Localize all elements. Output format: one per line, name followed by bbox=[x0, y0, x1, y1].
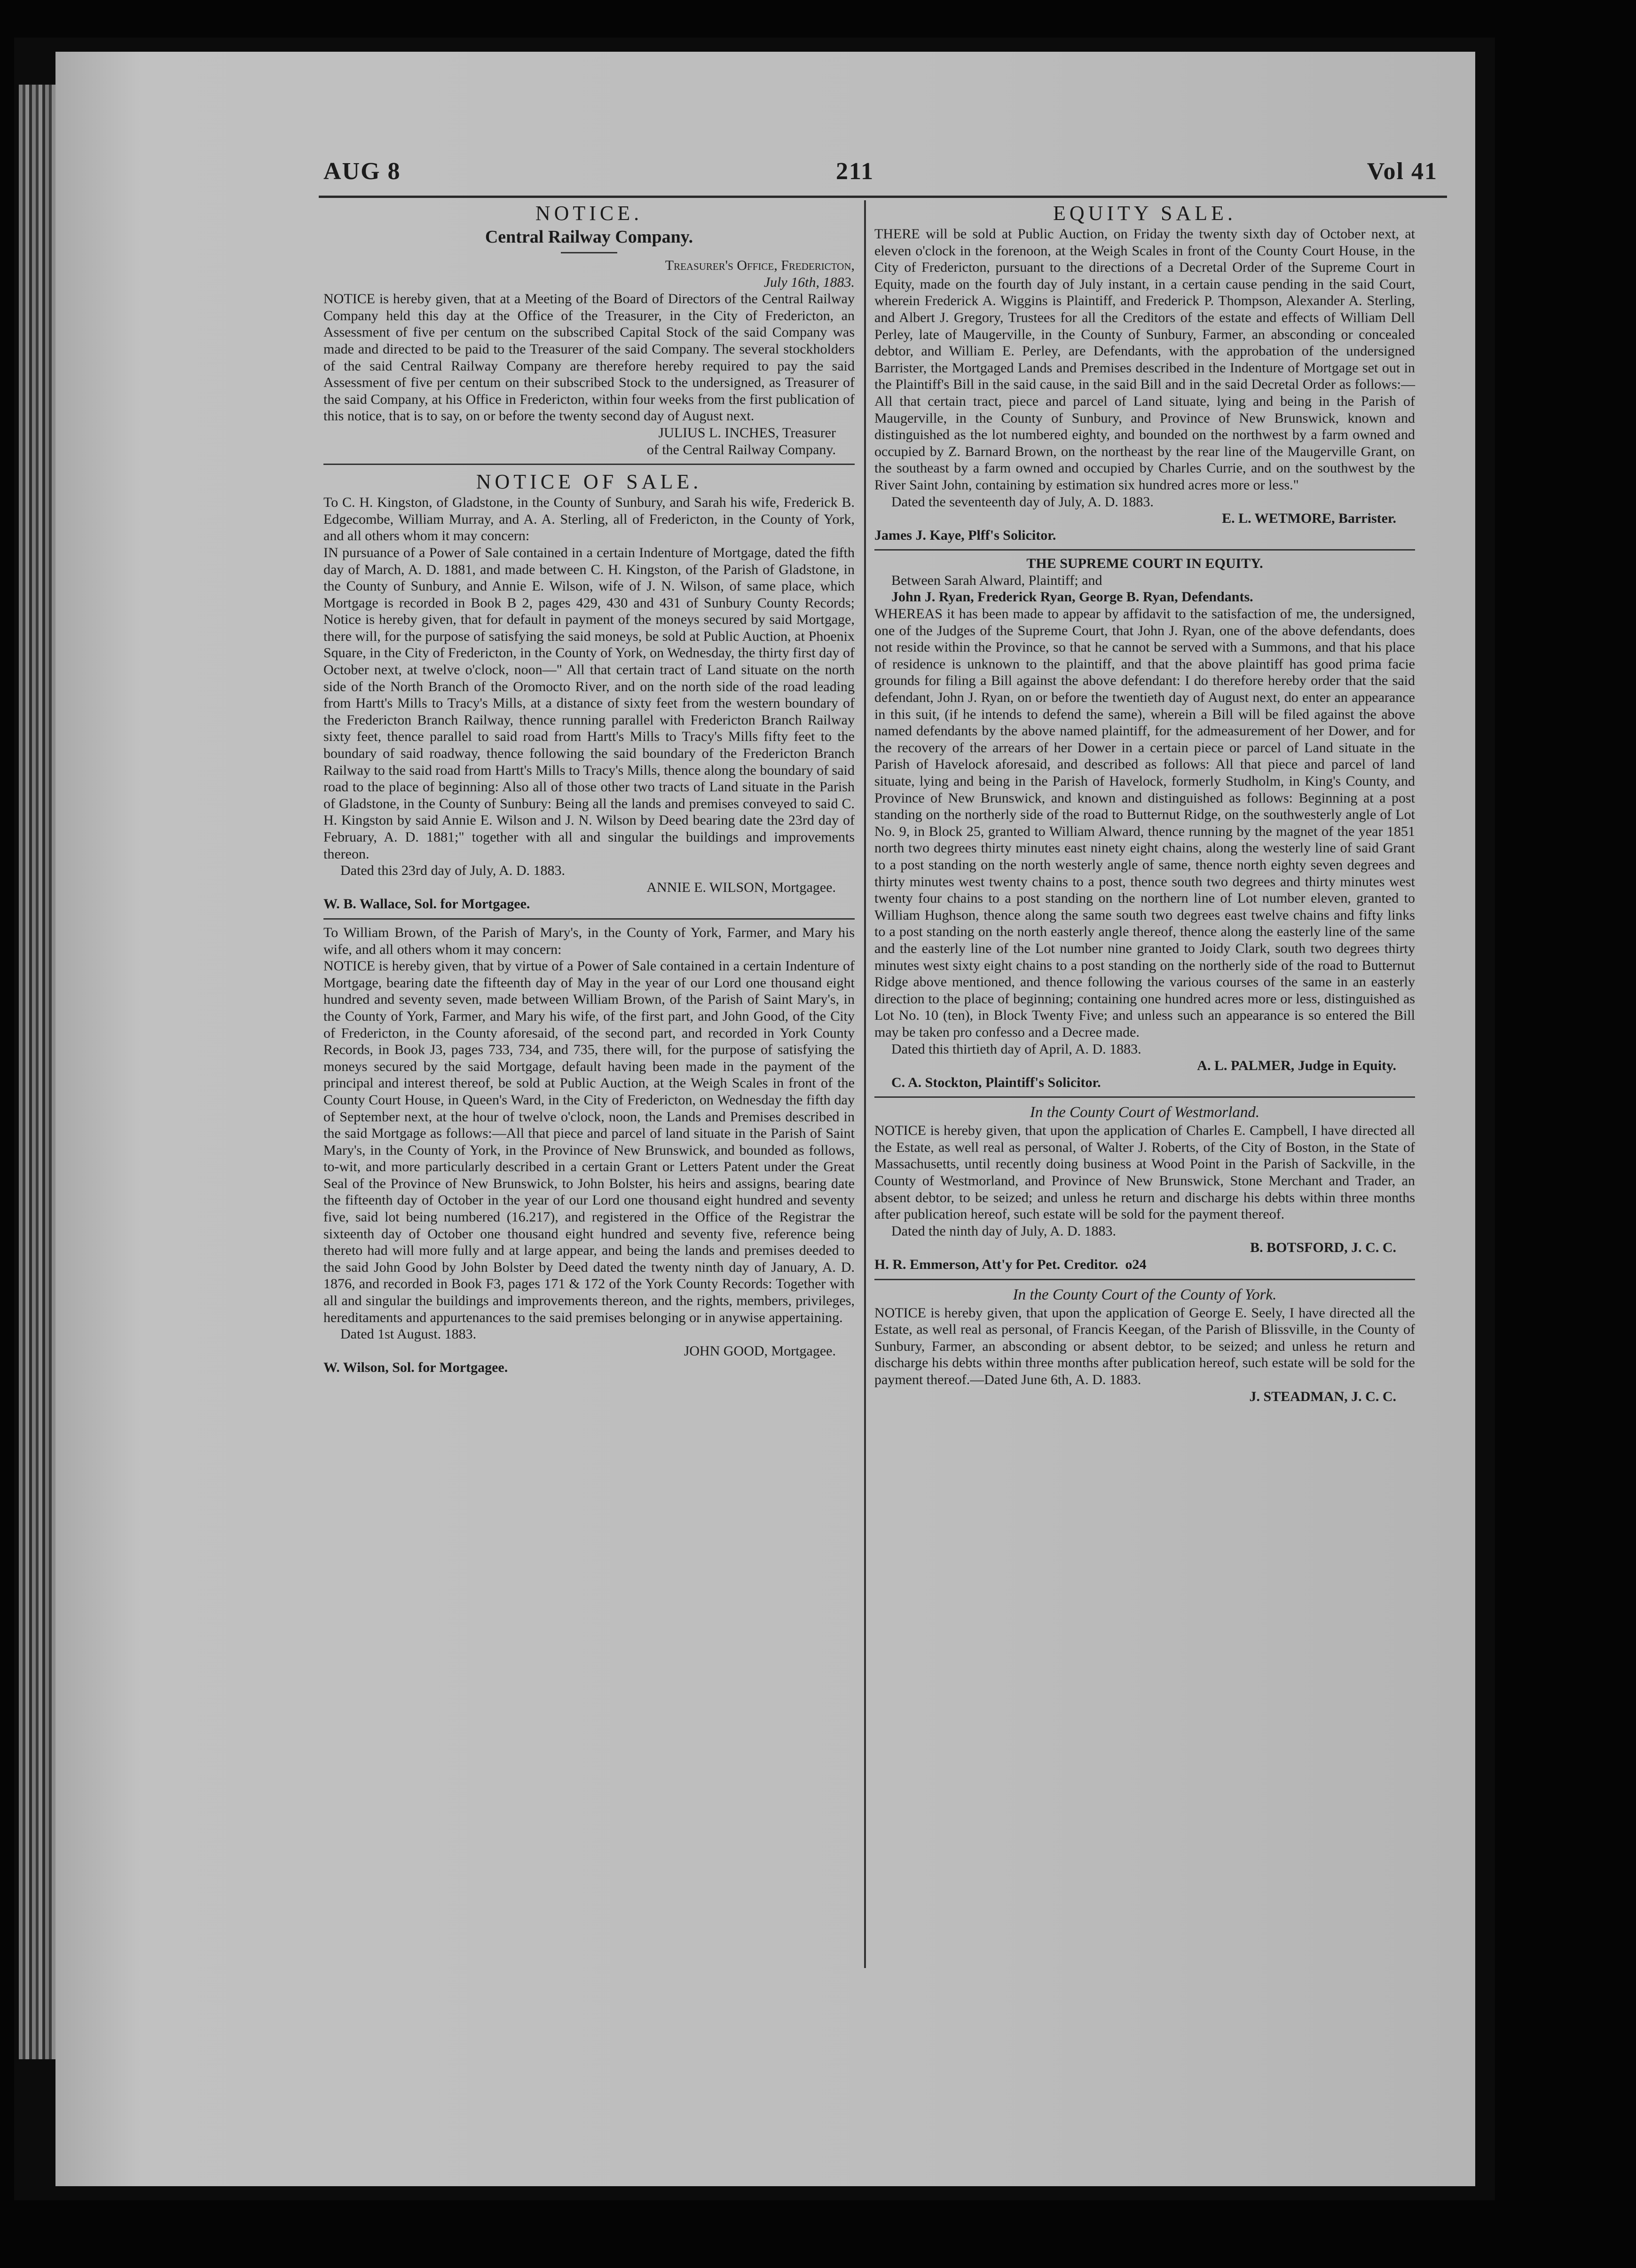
signature: J. STEADMAN, J. C. C. bbox=[1249, 1388, 1396, 1404]
office-line: Treasurer's Office, Fredericton, bbox=[665, 258, 855, 273]
notice-dated: Dated 1st August. 1883. bbox=[340, 1326, 477, 1342]
york-court-notice bbox=[874, 1285, 1415, 1405]
notice-body: NOTICE is hereby given, that upon the application of Charles E. Campbell, I have directed all the Estate, as well real as personal, of Walter J. Roberts, of the City of Boston, in the State of Massachusetts, until recently doing business at Wood Point in the Parish of Sackville, in the County of Westmorland, and Province of New Brunswick, Stone Merchant and Trader, an absent debtor, to be seized; and unless he return and discharge his debts within three months after publication hereof, such estate will be sold for the payment thereof. bbox=[874, 1123, 1415, 1222]
signature-title: of the Central Railway Company. bbox=[646, 441, 836, 457]
notice-body: WHEREAS it has been made to appear by affidavit to the satisfaction of me, the undersigned, one of the Judges of the Supreme Court, that John J. Ryan, one of the above defendants, does not reside within the Province, so that he cannot be served with a Summons, and that his place of residence is unknown to the plaintiff, and that the above plaintiff has good prima facie grounds for filing a Bill against the above defendant: I do therefore hereby order that the said defendant, John J. Ryan, on or before the twentieth day of August next, do enter an appearance in this suit, (if he intends to defend the same), wherein a Bill will be filed against the above named defendants by the above named plaintiff, for the admeasurement of her Dower, and for the recovery of the arrears of her Dower in a certain piece or parcel of Land situate in the Parish of Havelock aforesaid, and described as follows: All that piece and parcel of land situate, lying and being in the Parish of Havelock, formerly Studholm, in King's County, and Province of New Brunswick, and known and distinguished as follows: Beginning at a post standing on the northerly side of the road to Butternut Ridge, on the southwesterly angle of Lot No. 9, in Block 25, granted to William Alward, thence running by the magnet of the year 1851 north two degrees thirty minutes east ninety eight chains, along the westerly line of said Grant to a post standing on the north westerly angle of same, thence north eighty seven degrees and thirty minutes west twenty chains to a post, thence south two degrees and thirty minutes west twenty four chains to a post standing on the northern line of Lot number eleven, granted to William Hughson, thence along the same south two degrees east twelve chains and fifty links to a post standing on the north easterly angle thereof, thence along the easterly line of the same and the easterly line of the Lot number nine granted to Joidy Clark, south two degrees thirty minutes west sixty eight chains to a post standing on the northerly side of the road to Butternut Ridge above mentioned, and thence following the various courses of the same in an easterly direction to the place of beginning; containing one hundred acres more or less, distinguished as Lot No. 10 (ten), in Block Twenty Five; and unless such an appearance is so entered the Bill may be taken pro confesso and a Decree made. bbox=[874, 606, 1415, 1040]
newspaper-page bbox=[55, 52, 1475, 2186]
company-name: Central Railway Company. bbox=[485, 227, 693, 247]
column-divider bbox=[864, 200, 866, 1968]
header-volume: Vol 41 bbox=[1367, 158, 1438, 185]
right-column bbox=[874, 201, 1415, 1405]
header-rule bbox=[319, 196, 1447, 198]
section-rule bbox=[874, 1096, 1415, 1098]
notice-body: NOTICE is hereby given, that by virtue of a Power of Sale contained in a certain Indenture of Mortgage, bearing date the fifteenth day of May in the year of our Lord one thousand eight hundred and seventy seven, made between William Brown, of the Parish of Saint Mary's, in the County of York, Farmer, and Mary his wife, of the first part, and John Good, of the City of Fredericton, in the County aforesaid, of the second part, and recorded in York County Records, in Book J3, pages 733, 734, and 735, there will, for the purpose of satisfying the moneys secured by the said Mortgage, default having been made in the payment of the principal and interest thereof, be sold at Public Auction, at the Weigh Scales in front of the County Court House, in Queen's Ward, in the City of Fredericton, on Wednesday the fifth day of September next, at the hour of twelve o'clock, noon, the Lands and Premises described in the said Mortgage as follows:—All that piece and parcel of land situate in the Parish of Saint Mary's, in the County of York, in the Province of New Brunswick, and bounded as follows, to-wit, and more particularly described in a certain Grant or Letters Patent under the Great Seal of the Province of New Brunswick, to John Bolster, his heirs and assigns, bearing date the fifteenth day of October in the year of our Lord one thousand eight hundred and seventy five, said lot being numbered (16.217), and registered in the Office of the Registrar the sixteenth day of October one thousand eight hundred and seventy five, reference being thereto had will more fully and at large appear, and being the lands and premises deeded to the said John Good by John Bolster by Deed dated the twenty ninth day of January, A. D. 1876, and recorded in Book F3, pages 171 & 172 of the York County Records: Together with all and singular the buildings and improvements thereon, and the rights, members, privileges, hereditaments and appurtenances to the said premises belonging or in anywise appertaining. bbox=[323, 958, 855, 1325]
notice-address: To William Brown, of the Parish of Mary's, in the County of York, Farmer, and Mary his wife, and all others whom it may concern: bbox=[323, 924, 855, 957]
page-edge-stack bbox=[19, 85, 56, 2059]
notice-code: o24 bbox=[1125, 1257, 1147, 1273]
equity-sale-notice bbox=[874, 201, 1415, 543]
notice-body: THERE will be sold at Public Auction, on Friday the twenty sixth day of October next, at eleven o'clock in the forenoon, at the Weigh Scales in front of the County Court House, in the City of Fredericton, pursuant to the directions of a Decretal Order of the Supreme Court in Equity, made on the fourth day of July instant, in a certain cause pending in the said Court, wherein Frederick A. Wiggins is Plaintiff, and Frederick P. Thompson, Alexander A. Sterling, and Albert J. Gregory, Trustees for all the Creditors of the estate and effects of William Dell Perley, late of Maugerville, in the County of Sunbury, Farmer, an absconding or concealed debtor, and William E. Perley, are Defendants, with the approbation of the undersigned Barrister, the Mortgaged Lands and Premises described in the Indenture of Mortgage set out in the Plaintiff's Bill in the said cause, in the said Bill and in the said Decretal Order as follows:—All that certain tract, piece and parcel of Land situate, lying and being in the Parish of Maugerville, in the County of Sunbury, and Province of New Brunswick, known and distinguished as the lot numbered eighty, and bounded on the northwest by a farm owned and occupied by Z. Barnard Brown, on the northeast by the rear line of the Maugerville Grant, on the southeast by a farm owned and occupied by Charles Currie, and on the southwest by the River Saint John, containing by estimation six hundred acres more or less." bbox=[874, 226, 1415, 493]
left-column bbox=[323, 201, 855, 1376]
notice-heading: NOTICE OF SALE. bbox=[476, 470, 702, 494]
notice-heading: EQUITY SALE. bbox=[1053, 202, 1237, 225]
notice-dated: Dated this 23rd day of July, A. D. 1883. bbox=[340, 863, 566, 879]
signature: ANNIE E. WILSON, Mortgagee. bbox=[646, 879, 836, 895]
solicitor: W. Wilson, Sol. for Mortgagee. bbox=[323, 1360, 508, 1376]
short-rule bbox=[561, 252, 617, 253]
supreme-court-notice bbox=[874, 555, 1415, 1091]
attorney: H. R. Emmerson, Att'y for Pet. Creditor. bbox=[874, 1257, 1118, 1273]
notice-body: NOTICE is hereby given, that at a Meeting of the Board of Directors of the Central Railway Company held this day at the Office of the Treasurer, in the City of Fredericton, an Assessment of five per centum on the subscribed Capital Stock of the said Company was made and directed to be paid to the Treasurer of the said Company. The several stockholders of the said Central Railway Company are therefore hereby required to pay the said Assessment of five per centum on their subscribed Stock to the undersigned, as Treasurer of the said Company, at his Office in Fredericton, within four weeks from the first publication of this notice, that is to say, on or before the twenty second day of August next. bbox=[323, 291, 855, 424]
signature: B. BOTSFORD, J. C. C. bbox=[1250, 1240, 1396, 1256]
header-date: AUG 8 bbox=[323, 158, 401, 185]
solicitor: W. B. Wallace, Sol. for Mortgagee. bbox=[323, 896, 530, 912]
notice-address: To C. H. Kingston, of Gladstone, in the County of Sunbury, and Sarah his wife, Frederick B. Edgecombe, William Murray, and A. A. Sterling, all of Fredericton, in the County of York, and all others whom it may concern: bbox=[323, 495, 855, 544]
notice-body: NOTICE is hereby given, that upon the application of George E. Seely, I have directed all the Estate, as well real as personal, of Francis Keegan, of the Parish of Blissville, in the County of Sunbury, Farmer, an absconding or absent debtor, to be seized; and unless he return and discharge his debts within three months after publication hereof, such estate will be sold for the payment thereof.—Dated June 6th, A. D. 1883. bbox=[874, 1305, 1415, 1387]
notice-heading: In the County Court of the County of York. bbox=[1013, 1286, 1277, 1303]
signature: E. L. WETMORE, Barrister. bbox=[1222, 511, 1396, 527]
notice-body: IN pursuance of a Power of Sale contained in a certain Indenture of Mortgage, dated the fifth day of March, A. D. 1881, and made between C. H. Kingston, of the Parish of Gladstone, in the County of Sunbury, and Annie E. Wilson, wife of J. N. Wilson, of same place, which Mortgage is recorded in Book B 2, pages 429, 430 and 431 of Sunbury County Records; Notice is hereby given, that for default in payment of the moneys secured by said Mortgage, there will, for the purpose of satisfying the said moneys, be sold at Public Auction, at Phoenix Square, in the City of Fredericton, in the County of York, on Wednesday, the thirty first day of October next, at twelve o'clock, noon—" All that certain tract of Land situate on the north side of the North Branch of the Oromocto River, and on the north side of the road leading from Hartt's Mills to Tracy's Mills, at a distance of sixty feet from the western boundary of the Fredericton Branch Railway, thence running parallel with Fredericton Branch Railway sixty feet, thence parallel to said road from Hartt's Mills to Tracy's Mills fifty feet to the boundary of said roadway, thence following the said boundary of the Fredericton Branch Railway to the said road from Hartt's Mills to Tracy's Mills, thence along the boundary of said road to the place of beginning: Also all of those other two tracts of Land situate in the Parish of Gladstone, in the County of Sunbury: Being all the lands and premises conveyed to said C. H. Kingston by said Annie E. Wilson and J. N. Wilson by Deed bearing date the 23rd day of February, A. D. 1881;" together with all and singular the buildings and improvements thereon. bbox=[323, 544, 855, 862]
signature: JULIUS L. INCHES, Treasurer bbox=[658, 425, 836, 441]
section-rule bbox=[874, 549, 1415, 551]
mortgage-sale-notice bbox=[323, 924, 855, 1376]
header-page-number: 211 bbox=[836, 158, 874, 185]
solicitor: James J. Kaye, Plff's Solicitor. bbox=[874, 527, 1056, 543]
railway-notice bbox=[323, 201, 855, 458]
signature: A. L. PALMER, Judge in Equity. bbox=[1197, 1058, 1396, 1074]
notice-dated: Dated the seventeenth day of July, A. D. 1883. bbox=[891, 494, 1154, 510]
section-rule bbox=[323, 464, 855, 465]
notice-heading: THE SUPREME COURT IN EQUITY. bbox=[1026, 556, 1263, 572]
notice-dated: Dated the ninth day of July, A. D. 1883. bbox=[891, 1223, 1116, 1239]
westmorland-court-notice bbox=[874, 1102, 1415, 1273]
parties-plaintiff: Between Sarah Alward, Plaintiff; and bbox=[891, 572, 1102, 588]
notice-date: July 16th, 1883. bbox=[763, 274, 855, 290]
signature: JOHN GOOD, Mortgagee. bbox=[684, 1343, 836, 1359]
section-rule bbox=[874, 1279, 1415, 1280]
notice-heading: NOTICE. bbox=[535, 202, 643, 225]
section-rule bbox=[323, 918, 855, 920]
notice-of-sale bbox=[323, 470, 855, 913]
parties-defendants: John J. Ryan, Frederick Ryan, George B. Ryan, Defendants. bbox=[891, 589, 1253, 605]
notice-heading: In the County Court of Westmorland. bbox=[1030, 1104, 1260, 1121]
attorney-line bbox=[874, 1256, 1415, 1273]
notice-dated: Dated this thirtieth day of April, A. D. 1883. bbox=[891, 1041, 1141, 1057]
solicitor: C. A. Stockton, Plaintiff's Solicitor. bbox=[891, 1074, 1101, 1090]
